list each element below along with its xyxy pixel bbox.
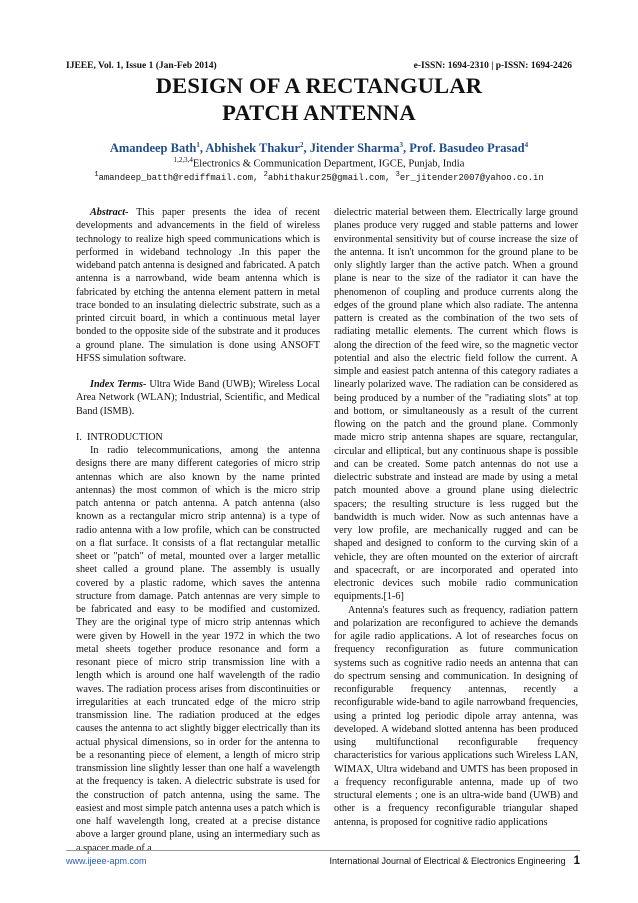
email-1-sup: 1 <box>94 171 99 179</box>
footer-url[interactable]: www.ijeee-apm.com <box>66 856 147 866</box>
affiliation <box>0 156 638 170</box>
section-heading-introduction <box>76 431 320 444</box>
affiliation-sup: 1,2,3,4 <box>173 156 193 164</box>
paper-title <box>0 72 638 126</box>
abstract-body: This paper presents the idea of recent developments and advancements in the field of wireless technology to realize high speed communications which is performed in wideband technology .In this paper the wideband patch antenna is designed and fabricated. A patch antenna is a narrowband, wide beam antenna which is fabricated by etching the antenna element pattern in metal trace bonded to an insulating dielectric substrate, such as a printed circuit board, in which a continuous metal layer bonded to the opposite side of the substrate and it produces a ground plane. The simulation is done using ANSOFT HFSS simulation software. <box>76 207 320 364</box>
author-2-sup: 2 <box>300 141 304 149</box>
right-column <box>334 206 578 829</box>
abstract-heading: Abstract- <box>90 207 129 218</box>
affiliation-text: Electronics & Communication Department, IGCE, Punjab, India <box>192 158 465 170</box>
index-terms <box>76 378 320 418</box>
running-footer <box>66 855 580 867</box>
email-1[interactable]: amandeep_batth@rediffmail.com, <box>98 172 264 183</box>
author-list <box>0 141 638 156</box>
header-issn: e-ISSN: 1694-2310 | p-ISSN: 1694-2426 <box>413 61 572 71</box>
intro-paragraph: In radio telecommunications, among the antenna designs there are many different categories of micro strip antennas which are also known by the name printed antennas) the most common of which is the micro strip patch antenna or patch antenna. A patch antenna (also known as a rectangular micro strip antenna) is a type of radio antenna with a low profile, which can be constructed on a flat surface. It consists of a flat rectangular metallic sheet or "patch" of metal, mounted over a larger metallic sheet called a ground plane. The assembly is usually covered by a plastic radome, which saves the antenna structure from damage. Patch antennas are very simple to be fabricated and easy to be modified and customized. They are the original type of micro strip antennas which were given by Howell in the year 1972 in which the two metal sheets together produce resonance and form a resonant piece of micro strip transmission line with a length which is around one half wavelength of the radio waves. The radiation process arises from discontinuities or irregularities at each truncated edge of the micro strip transmission line. The radiation produced at the edges causes the antenna to act slightly bigger electrically than its actual physical dimensions, so in order for the antenna to be a resonanting piece of element, a length of micro strip transmission line slightly lesser than one half a wavelength at the frequency is taken. A dielectric substrate is used for the construction of patch antenna, using the same. The easiest and most simple patch antenna uses a patch which is one half wavelength long, created at a precise distance above a larger ground plane, using an intermediary such as a spacer made of a <box>76 445 320 854</box>
title-line-1: DESIGN OF A RECTANGULAR <box>155 73 483 98</box>
author-4-sup: 4 <box>524 141 529 149</box>
email-3[interactable]: er_jitender2007@yahoo.co.in <box>399 172 544 183</box>
email-list <box>0 171 638 183</box>
page-number: 1 <box>573 855 580 867</box>
author-sep: , <box>199 141 206 156</box>
section-rest: NTRODUCTION <box>90 431 163 443</box>
author-2: Abhishek Thakur <box>205 141 301 156</box>
footer-journal-wrap <box>329 855 580 867</box>
running-header <box>66 61 572 71</box>
section-initial: I <box>86 430 91 443</box>
title-line-2: PATCH ANTENNA <box>222 100 416 125</box>
email-2[interactable]: abhithakur25@gmail.com, <box>267 172 396 183</box>
footer-divider <box>66 850 580 851</box>
email-3-sup: 3 <box>395 171 400 179</box>
left-column <box>76 206 320 855</box>
author-3-sup: 3 <box>399 141 403 149</box>
section-numeral: I. <box>76 431 82 443</box>
author-sep: , <box>303 141 310 156</box>
author-sep: , <box>402 141 410 156</box>
index-terms-body: Ultra Wide Band (UWB); Wireless Local Area Network (WLAN); Industrial, Scientific, and Medical Band (ISMB). <box>76 379 320 417</box>
index-terms-heading: Index Terms- <box>90 379 147 390</box>
abstract <box>76 206 320 365</box>
body-paragraph-1: dielectric material between them. Electrically large ground planes produce very rugged and stable patterns and lower environmental sensitivity but of course increase the size of the antenna. It isn't uncommon for the ground plane to be only slightly larger than the active patch. When a ground plane is near to the size of the radiator it can have the phenomenon of coupling and produce currents along the edges of the ground plane which also radiate. The antenna pattern is created as the combination of the two sets of radiating metallic elements. The current which flows is along the direction of the feed wire, so the magnetic vector potential and also the electric field follow the current. A simple and easiest patch antenna of this category radiates a linearly polarized wave. The radiation can be considered as being produced by a number of the "radiating slots'' at top and bottom, or simultaneously as a result of the current flowing on the patch and the ground plane. Commonly made micro strip antenna shapes are square, rectangular, circular and elliptical, but any continuous shape is possible and can be created. Some patch antennas do not use a dielectric substrate and instead are made by using a metal patch mounted above a ground plane using dielectric spacers; the resulting structure is less rugged but the bandwidth is much wider. Now as such antennas have a very low profile, are mechanically rugged and can be shaped and designed to conform to the curving skin of a vehicle, they are often mounted on the exterior of aircraft and spacecraft, or are incorporated and operated into electronic devices such mobile radio communication equipments.[1-6] <box>334 207 578 603</box>
author-4: Prof. Basudeo Prasad <box>409 141 525 156</box>
footer-journal: International Journal of Electrical & Electronics Engineering <box>329 856 566 866</box>
author-3: Jitender Sharma <box>309 141 400 156</box>
header-volume: IJEEE, Vol. 1, Issue 1 (Jan-Feb 2014) <box>66 61 217 71</box>
author-1: Amandeep Bath <box>109 141 197 156</box>
author-1-sup: 1 <box>196 141 200 149</box>
email-2-sup: 2 <box>263 171 268 179</box>
body-paragraph-2: Antenna's features such as frequency, radiation pattern and polarization are reconfigured to achieve the demands for agile radio applications. A lot of researches focus on frequency reconfiguration as future communication systems such as cognitive radio needs an antenna that can do spectrum sensing and communication. In designing of reconfigurable frequency antennas, recently a reconfigurable wide-band to agile narrowband frequencies, using a printed log periodic dipole array antenna, was developed. A wideband slotted antenna has been produced using multifunctional reconfigurable frequency characteristics for various applications such Wireless LAN, WIMAX, Ultra wideband and UMTS has been proposed in a frequency reconfigurable antenna, made up of two structural elements ; one is an ultra-wide band (UWB) and other is a frequency reconfigurable triangular shaped antenna, is proposed for cognitive radio applications <box>334 604 578 828</box>
